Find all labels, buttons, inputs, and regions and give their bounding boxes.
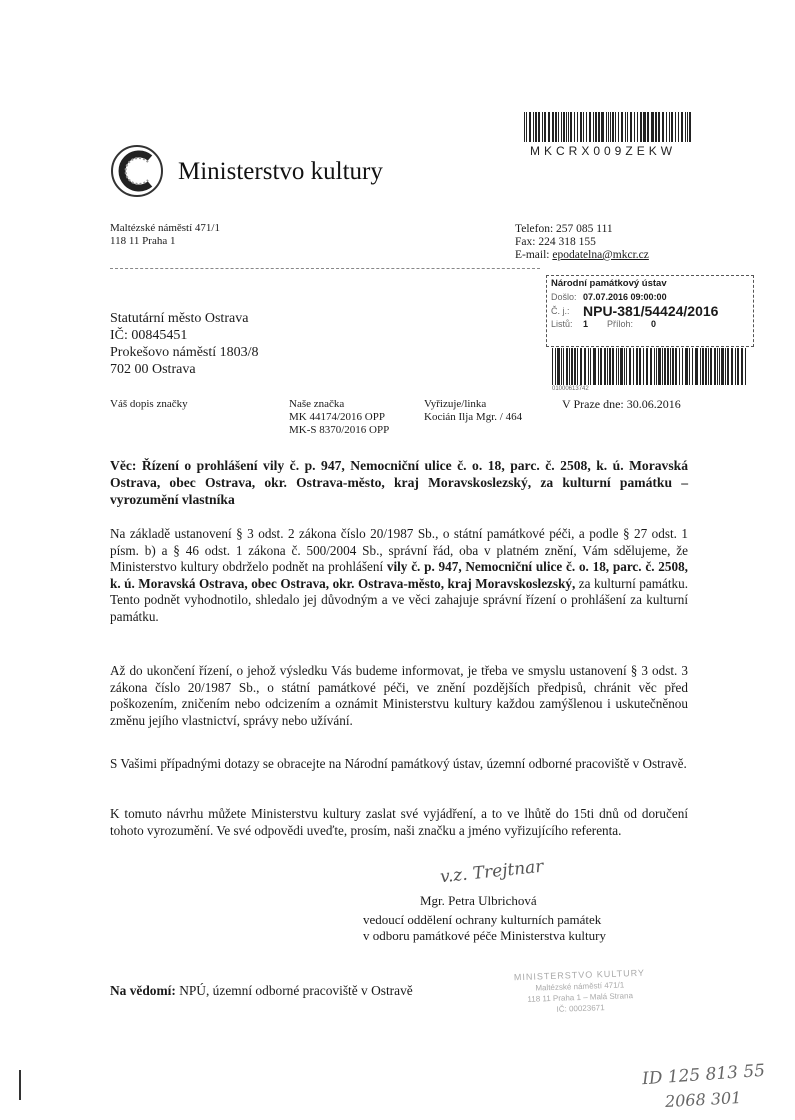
barcode-bar (639, 348, 641, 385)
recipient-line: Statutární město Ostrava (110, 311, 249, 326)
barcode-bar (675, 348, 677, 385)
barcode-bar (708, 348, 709, 385)
barcode-bar (593, 348, 595, 385)
barcode-bar (637, 112, 638, 142)
stamp-barcode-number: 01000613742 (552, 386, 589, 392)
ministry-stamp (504, 967, 655, 1016)
barcode-bar (658, 348, 660, 385)
barcode-bar (685, 348, 687, 385)
barcode-bar (574, 348, 576, 385)
barcode-bar (555, 112, 557, 142)
barcode-bar (630, 112, 632, 142)
barcode-bar (731, 348, 733, 385)
email-label: E-mail: (515, 249, 553, 261)
barcode-bar (672, 348, 674, 385)
barcode-bar (588, 348, 589, 385)
recipient-line: 702 00 Ostrava (110, 362, 196, 377)
our-ref-value: MK 44174/2016 OPP (289, 411, 385, 423)
barcode-bar (557, 348, 559, 385)
barcode-bar (627, 112, 628, 142)
our-ref-value: MK-S 8370/2016 OPP (289, 424, 390, 436)
barcode-bar (717, 348, 718, 385)
our-ref (289, 398, 389, 437)
barcode-bar (681, 112, 683, 142)
barcode-bar (669, 112, 670, 142)
barcode-bar (634, 112, 635, 142)
barcode-bar (577, 348, 578, 385)
our-ref-label: Naše značka (289, 398, 345, 410)
scan-mark (19, 1070, 21, 1100)
sender-address-line: Maltézské náměstí 471/1 (110, 222, 220, 234)
barcode-bar (700, 348, 701, 385)
barcode-bar (598, 112, 600, 142)
ministry-logo-icon (110, 144, 164, 198)
barcode-bar (606, 112, 608, 142)
barcode-bar (667, 348, 669, 385)
barcode-bar (535, 112, 536, 142)
document-barcode (524, 112, 692, 142)
handled-by (424, 398, 522, 424)
barcode-bar (655, 112, 657, 142)
recipient-line: Prokešovo náměstí 1803/8 (110, 345, 259, 360)
handwritten-signature: v.z. Trejtnar (439, 856, 545, 888)
barcode-bar (640, 112, 642, 142)
barcode-bar (745, 348, 746, 385)
barcode-bar (741, 348, 743, 385)
barcode-bar (568, 112, 569, 142)
barcode-bar (553, 112, 554, 142)
barcode-bar (612, 112, 614, 142)
barcode-bar (719, 348, 721, 385)
barcode-bar (658, 112, 659, 142)
barcode-bar (662, 112, 664, 142)
barcode-bar (678, 112, 679, 142)
stamp-ref-value: NPU-381/54424/2016 (583, 303, 719, 319)
handwritten-note: ID 125 813 55 (641, 1060, 766, 1090)
barcode-bar (710, 348, 712, 385)
paragraph-3: S Vašimi případnými dotazy se obracejte na Národní památkový ústav, územní odborné pracoviště v Ostravě. (110, 756, 687, 771)
barcode-bar (626, 348, 628, 385)
ministry-name: Ministerstvo kultury (178, 158, 383, 185)
phone: Telefon: 257 085 111 (515, 223, 613, 235)
stamp-sheets-value: 1 (583, 319, 589, 329)
barcode-bar (580, 348, 582, 385)
barcode-bar (646, 348, 648, 385)
barcode-bar (650, 348, 652, 385)
cc-value: NPÚ, územní odborné pracoviště v Ostravě (175, 983, 413, 998)
barcode-bar (685, 112, 686, 142)
barcode-bar (555, 348, 557, 385)
paragraph-1-bold: vily č. p. 947, Nemocniční ulice č. o. 18, parc. č. 2508, k. ú. Moravská Ostrava, obec Ostrava, okr. Ostrava-město, kraj Moravskoslezský, (110, 559, 688, 591)
paragraph-2: Až do ukončení řízení, o jehož výsledku Vás budeme informovat, je třeba ve smyslu ustanovení § 3 odst. 3 zákona číslo 20/1987 Sb., o státní památkové péči, ve znění pozdějších předpisů, chránit věc před poškozením, zničením nebo odcizením a oznámit Ministerstvu kultury každou zamýšlenou i uskutečněnou změnu jejího vlastnictví, správy nebo užívání. (110, 663, 688, 728)
barcode-bar (615, 112, 616, 142)
barcode-bar (659, 112, 660, 142)
barcode-bar (533, 112, 534, 142)
barcode-bar (552, 112, 553, 142)
barcode-bar (583, 112, 584, 142)
handwritten-note: 2068 301 (664, 1088, 742, 1111)
barcode-bar (664, 348, 666, 385)
paragraph-1-start: Na základě ustanovení § 3 odst. 2 zákona číslo 20/1987 Sb., o státní památkové péči, a podle § 27 odst. 1 písm. b) a § 46 odst. 1 zákona č. 500/2004 Sb., správní řád, oba v platném znění, Vám sdělujeme, že Ministerstvo kultury obdrželo podnět na prohlášení (110, 526, 688, 575)
barcode-bar (526, 112, 527, 142)
ministry-stamp-line: IČ: 00023671 (556, 1003, 605, 1014)
barcode-bar (600, 348, 602, 385)
barcode-bar (671, 112, 673, 142)
signatory-title (363, 912, 606, 944)
barcode-bar (586, 112, 587, 142)
barcode-bar (542, 112, 543, 142)
barcode-bar (692, 348, 694, 385)
subject: Věc: Řízení o prohlášení vily č. p. 947, Nemocniční ulice č. o. 18, parc. č. 2508, k. ú. Moravská Ostrava, obec Ostrava, okr. Ostrava-město, kraj Moravskoslezský, za kulturní památku – vyrozumění vlastníka (110, 458, 688, 507)
barcode-bar (721, 348, 723, 385)
barcode-bar (571, 348, 573, 385)
barcode-bar (737, 348, 739, 385)
paragraph-4: K tomuto návrhu můžete Ministerstvu kultury zaslat své vyjádření, a to ve lhůtě do 15ti dnů od doručení tohoto vyrozumění. Ve své odpovědi uveďte, prosím, naši značku a jméno vyřizujícího referenta. (110, 806, 688, 838)
stamp-received-value: 07.07.2016 09:00:00 (583, 292, 667, 302)
barcode-bar (577, 112, 578, 142)
stamp-institution: Národní památkový ústav (551, 278, 667, 289)
ministry-stamp-line: 118 11 Praha 1 – Malá Strana (527, 991, 634, 1004)
barcode-bar (629, 348, 631, 385)
barcode-bar (563, 112, 565, 142)
barcode-bar (598, 348, 599, 385)
recipient-address (110, 310, 259, 378)
barcode-bar (725, 348, 726, 385)
barcode-bar (608, 112, 609, 142)
barcode-bar (574, 112, 575, 142)
stamp-barcode (552, 348, 748, 385)
barcode-bar (570, 112, 572, 142)
barcode-bar (670, 348, 671, 385)
barcode-bar (662, 348, 663, 385)
barcode-bar (607, 348, 608, 385)
barcode-bar (647, 112, 649, 142)
barcode-bar (618, 112, 619, 142)
barcode-bar (682, 348, 684, 385)
barcode-bar (624, 348, 625, 385)
paragraph-1 (110, 526, 688, 626)
barcode-bar (593, 112, 594, 142)
barcode-bar (558, 112, 559, 142)
barcode-bar (735, 348, 736, 385)
handled-by-label: Vyřizuje/linka (424, 398, 487, 410)
fax: Fax: 224 318 155 (515, 236, 596, 248)
barcode-bar (584, 348, 586, 385)
recipient-line: IČ: 00845451 (110, 328, 188, 343)
barcode-bar (552, 348, 553, 385)
barcode-bars (524, 112, 692, 142)
barcode-bar (621, 112, 623, 142)
signatory-title-line: vedoucí oddělení ochrany kulturních památek (363, 912, 602, 927)
stamp-ref-label: Č. j.: (551, 306, 570, 316)
barcode-bar (563, 348, 565, 385)
document-barcode-code: MKCRX009ZEKW (530, 144, 677, 158)
barcode-bar (687, 112, 688, 142)
cc-line (110, 983, 413, 999)
barcode-bar (609, 348, 611, 385)
barcode-bar (548, 112, 550, 142)
paragraph-1-end: za kulturní památku. Tento podnět vyhodnotilo, shledalo jej důvodným a ve věci zahajuje správní řízení o prohlášení za kulturní památku. (110, 575, 688, 624)
barcode-bar (689, 348, 690, 385)
barcode-bar (727, 348, 729, 385)
barcode-bar (633, 348, 634, 385)
barcode-bar (566, 348, 568, 385)
barcode-bar (616, 348, 617, 385)
barcode-bar (643, 112, 644, 142)
barcode-bar (654, 348, 655, 385)
barcode-bar (566, 112, 567, 142)
barcode-bar (590, 348, 592, 385)
receipt-stamp (546, 275, 754, 347)
barcode-bar (524, 112, 525, 142)
barcode-bar (561, 112, 562, 142)
barcode-bar (644, 112, 645, 142)
stamp-sheets-label: Listů: (551, 319, 573, 329)
stamp-attachments-label: Příloh: (607, 319, 634, 329)
sender-address (110, 222, 220, 248)
barcode-bar (561, 348, 562, 385)
your-ref-label: Váš dopis značky (110, 398, 188, 410)
barcode-bar (652, 112, 653, 142)
sender-address-line: 118 11 Praha 1 (110, 235, 176, 247)
barcode-bar (666, 112, 667, 142)
contact-info (515, 223, 649, 262)
barcode-bar (601, 112, 602, 142)
signatory-title-line: v odboru památkové péče Ministerstva kultury (363, 928, 606, 943)
barcode-bar (656, 348, 658, 385)
letter-date: V Praze dne: 30.06.2016 (562, 397, 681, 411)
barcode-bar (695, 348, 697, 385)
barcode-bar (604, 348, 606, 385)
barcode-bars (552, 348, 748, 385)
signatory-name: Mgr. Petra Ulbrichová (420, 893, 537, 908)
ministry-stamp-line: Maltézské náměstí 471/1 (535, 980, 625, 993)
barcode-bar (620, 348, 622, 385)
stamp-attachments-value: 0 (651, 319, 657, 329)
barcode-bar (610, 112, 611, 142)
barcode-bar (643, 348, 644, 385)
barcode-bar (636, 348, 638, 385)
barcode-bar (529, 112, 531, 142)
ministry-stamp-line: MINISTERSTVO KULTURY (513, 967, 646, 983)
barcode-bar (675, 112, 676, 142)
barcode-bar (714, 348, 716, 385)
barcode-bar (679, 348, 680, 385)
barcode-bar (544, 112, 545, 142)
email-link[interactable]: epodatelna@mkcr.cz (552, 249, 649, 261)
barcode-bar (538, 112, 540, 142)
stamp-received-label: Došlo: (551, 292, 577, 302)
handled-by-value: Kocián Ilja Mgr. / 464 (424, 411, 523, 423)
barcode-bar (625, 112, 626, 142)
barcode-bar (589, 112, 591, 142)
cc-label: Na vědomí: (110, 983, 176, 998)
barcode-bar (705, 348, 707, 385)
barcode-bar (702, 348, 704, 385)
barcode-bar (689, 112, 691, 142)
barcode-bar (595, 112, 596, 142)
barcode-bar (651, 112, 652, 142)
barcode-bar (580, 112, 582, 142)
barcode-bar (602, 112, 603, 142)
barcode-bar (612, 348, 614, 385)
barcode-bar (569, 348, 570, 385)
header-divider (110, 268, 540, 269)
barcode-bar (618, 348, 620, 385)
